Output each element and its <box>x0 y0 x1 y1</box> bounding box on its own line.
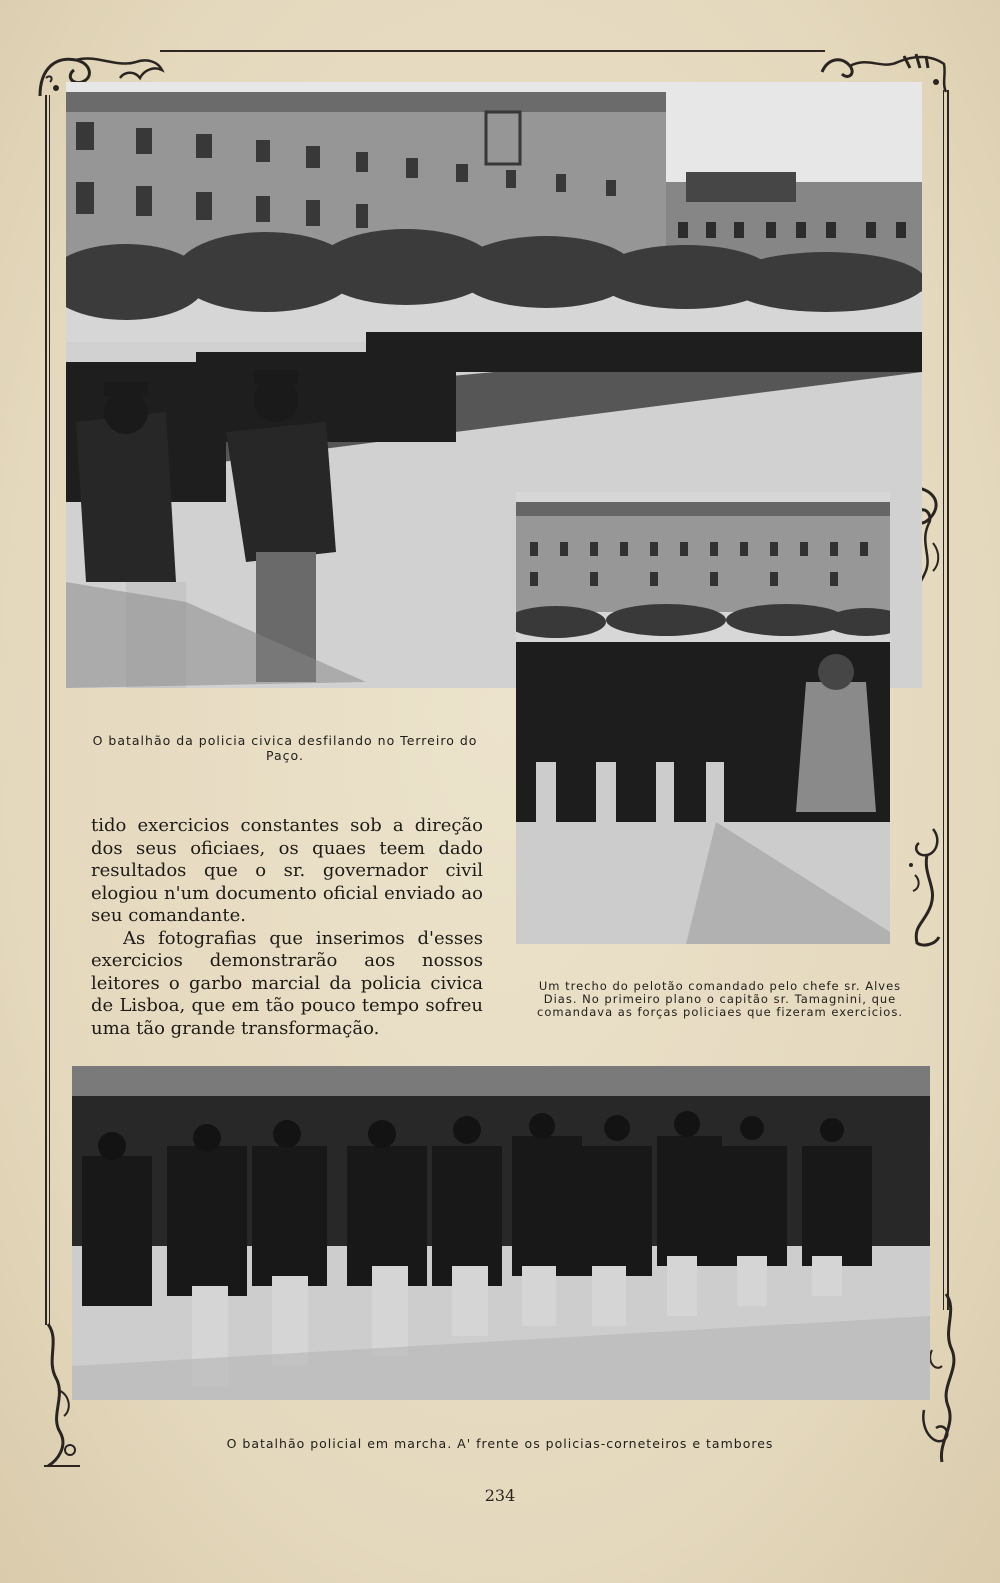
caption-bottom-photo: O batalhão policial em marcha. A' frente os policias-corneteiros e tambores <box>226 1436 774 1451</box>
article-paragraph-2: As fotografias que inserimos d'esses exercicios demonstrarão aos nossos leitores o garbo marcial da policia civica de Lisboa, que em tão pouco tempo sofreu uma tão grande transformação. <box>91 927 483 1039</box>
article-text <box>91 815 483 1040</box>
photo-platoon <box>516 492 890 944</box>
ornament-right-lower-icon <box>903 825 949 950</box>
frame-left-line-inner <box>49 95 50 1325</box>
frame-top-line <box>160 50 825 52</box>
caption-top-photo: O batalhão da policia civica desfilando no Terreiro do Paço. <box>92 733 478 763</box>
photo-battalion-march <box>72 1066 930 1400</box>
frame-left-line <box>45 95 47 1325</box>
page-number: 234 <box>484 1486 516 1505</box>
frame-right-line <box>947 90 949 1310</box>
frame-right-line-inner <box>943 90 944 1310</box>
caption-middle-photo: Um trecho do pelotão comandado pelo chefe sr. Alves Dias. No primeiro plano o capitão sr. Tamagnini, que comandava as forças policiaes que fizeram exercicios. <box>537 979 903 1019</box>
article-paragraph-1: tido exercicios constantes sob a direção dos seus oficiaes, os quaes teem dado resultados que o sr. governador civil elogiou n'um documento oficial enviado ao seu comandante. <box>91 815 483 926</box>
